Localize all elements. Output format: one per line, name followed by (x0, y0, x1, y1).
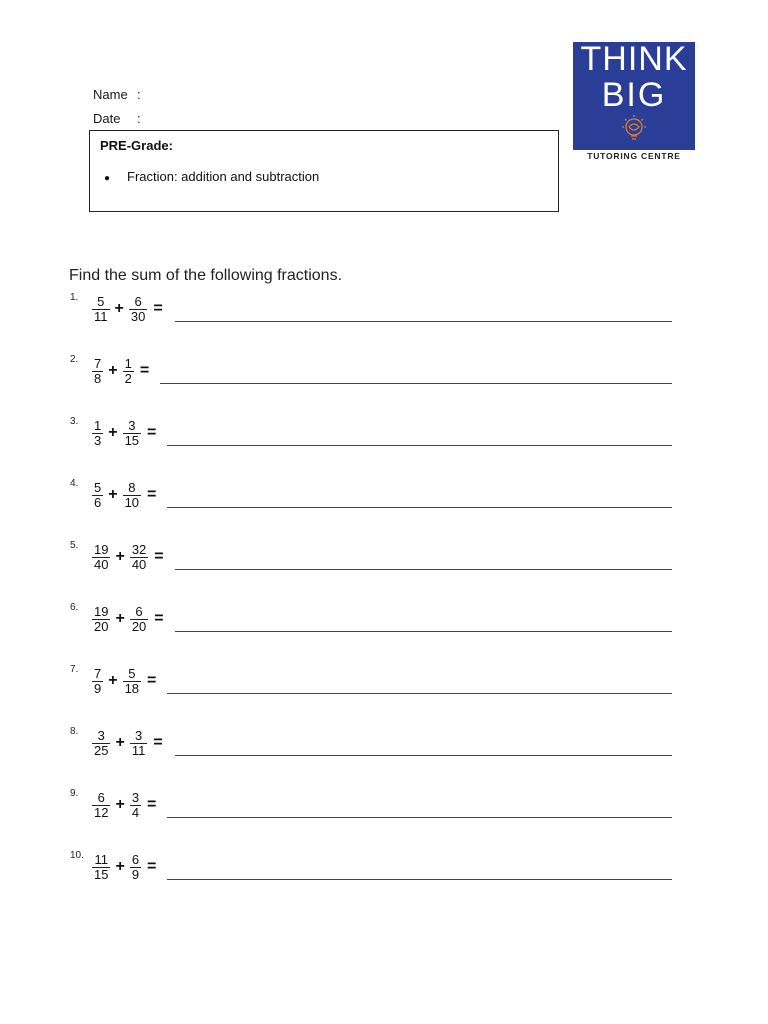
question-row (70, 664, 690, 704)
denominator: 2 (124, 370, 132, 386)
question-row (70, 478, 690, 518)
numerator: 5 (94, 479, 102, 495)
question-number: 8. (70, 726, 79, 737)
second-fraction (123, 357, 134, 386)
plus-operator: + (108, 672, 118, 689)
plus-operator: + (108, 362, 118, 379)
question-row (70, 602, 690, 642)
first-fraction (92, 605, 110, 634)
numerator: 6 (135, 603, 143, 619)
numerator: 3 (134, 727, 143, 743)
name-field (93, 87, 141, 102)
first-fraction (92, 853, 110, 882)
answer-line[interactable] (175, 321, 672, 322)
second-fraction (123, 667, 141, 696)
name-separator: : (137, 87, 141, 102)
denominator: 11 (131, 742, 146, 758)
denominator: 40 (131, 556, 147, 572)
numerator: 32 (131, 541, 147, 557)
denominator: 18 (124, 680, 140, 696)
grade-label: PRE-Grade: (100, 138, 173, 153)
question-number: 7. (70, 664, 79, 675)
question-row (70, 354, 690, 394)
date-label: Date (93, 111, 121, 126)
question-number: 5. (70, 540, 79, 551)
first-fraction (92, 791, 110, 820)
equals-sign: = (147, 424, 157, 441)
numerator: 19 (94, 603, 109, 619)
second-fraction (130, 729, 148, 758)
plus-operator: + (115, 796, 125, 813)
topic-item (104, 169, 319, 184)
fraction-expression (92, 788, 156, 822)
numerator: 1 (94, 417, 102, 433)
fraction-expression (92, 478, 156, 512)
denominator: 20 (131, 618, 147, 634)
first-fraction (92, 481, 103, 510)
question-row (70, 416, 690, 456)
plus-operator: + (115, 858, 125, 875)
numerator: 6 (97, 789, 105, 805)
equals-sign: = (153, 300, 163, 317)
fraction-expression (92, 664, 156, 698)
denominator: 8 (94, 370, 102, 386)
denominator: 40 (94, 556, 109, 572)
question-number: 1. (70, 292, 79, 303)
numerator: 3 (131, 789, 140, 805)
think-big-logo (573, 42, 695, 150)
numerator: 6 (134, 293, 142, 309)
answer-line[interactable] (175, 631, 672, 632)
question-row (70, 292, 690, 332)
denominator: 25 (94, 742, 109, 758)
first-fraction (92, 295, 110, 324)
equals-sign: = (154, 610, 164, 627)
question-row (70, 788, 690, 828)
second-fraction (123, 481, 141, 510)
fraction-expression (92, 726, 163, 760)
numerator: 6 (131, 851, 140, 867)
answer-line[interactable] (167, 817, 672, 818)
second-fraction (130, 543, 148, 572)
denominator: 12 (94, 804, 109, 820)
question-row (70, 850, 690, 890)
denominator: 9 (131, 866, 140, 882)
denominator: 20 (94, 618, 109, 634)
first-fraction (92, 543, 110, 572)
topic-text: Fraction: addition and subtraction (127, 169, 320, 184)
instruction-text: Find the sum of the following fractions. (69, 267, 343, 284)
answer-line[interactable] (167, 507, 672, 508)
numerator: 11 (94, 851, 108, 867)
equals-sign: = (147, 796, 157, 813)
plus-operator: + (108, 424, 118, 441)
question-number: 3. (70, 416, 79, 427)
fraction-expression (92, 416, 156, 450)
first-fraction (92, 357, 103, 386)
bullet-icon: ● (104, 173, 111, 184)
denominator: 4 (131, 804, 140, 820)
denominator: 6 (94, 494, 102, 510)
answer-line[interactable] (167, 445, 672, 446)
answer-line[interactable] (167, 879, 672, 880)
logo-line2: BIG (601, 76, 667, 114)
numerator: 5 (97, 293, 105, 309)
grade-info-box (89, 130, 559, 212)
answer-line[interactable] (167, 693, 672, 694)
denominator: 3 (94, 432, 102, 448)
equals-sign: = (153, 734, 163, 751)
numerator: 7 (94, 355, 102, 371)
plus-operator: + (114, 300, 124, 317)
logo-line1: THINK (580, 40, 688, 78)
fraction-expression (92, 602, 164, 636)
fraction-expression (92, 540, 164, 574)
question-row (70, 540, 690, 580)
fraction-expression (92, 292, 163, 326)
question-number: 4. (70, 478, 79, 489)
denominator: 30 (130, 308, 146, 324)
denominator: 10 (124, 494, 140, 510)
second-fraction (129, 295, 147, 324)
question-number: 10. (70, 850, 84, 861)
question-number: 9. (70, 788, 79, 799)
fraction-expression (92, 850, 156, 884)
equals-sign: = (154, 548, 164, 565)
question-number: 6. (70, 602, 79, 613)
second-fraction (130, 853, 141, 882)
lightbulb-brain-icon (617, 114, 651, 144)
fraction-expression (92, 354, 149, 388)
second-fraction (123, 419, 141, 448)
logo-subtitle: TUTORING CENTRE (587, 151, 681, 161)
name-label: Name (93, 87, 128, 102)
equals-sign: = (147, 672, 157, 689)
denominator: 11 (94, 308, 108, 324)
first-fraction (92, 729, 110, 758)
first-fraction (92, 667, 103, 696)
equals-sign: = (147, 858, 157, 875)
numerator: 7 (94, 665, 102, 681)
answer-line[interactable] (160, 383, 672, 384)
plus-operator: + (115, 548, 125, 565)
plus-operator: + (115, 610, 125, 627)
date-field (93, 111, 141, 126)
denominator: 9 (94, 680, 102, 696)
date-separator: : (137, 111, 141, 126)
first-fraction (92, 419, 103, 448)
second-fraction (130, 605, 148, 634)
denominator: 15 (94, 866, 109, 882)
numerator: 8 (128, 479, 136, 495)
equals-sign: = (147, 486, 157, 503)
numerator: 3 (128, 417, 136, 433)
numerator: 19 (94, 541, 109, 557)
numerator: 1 (124, 355, 132, 371)
answer-line[interactable] (175, 755, 672, 756)
question-row (70, 726, 690, 766)
second-fraction (130, 791, 141, 820)
equals-sign: = (139, 362, 150, 379)
numerator: 3 (97, 727, 105, 743)
answer-line[interactable] (175, 569, 672, 570)
denominator: 15 (124, 432, 140, 448)
plus-operator: + (115, 734, 125, 751)
numerator: 5 (128, 665, 136, 681)
plus-operator: + (108, 486, 118, 503)
question-number: 2. (70, 354, 79, 365)
